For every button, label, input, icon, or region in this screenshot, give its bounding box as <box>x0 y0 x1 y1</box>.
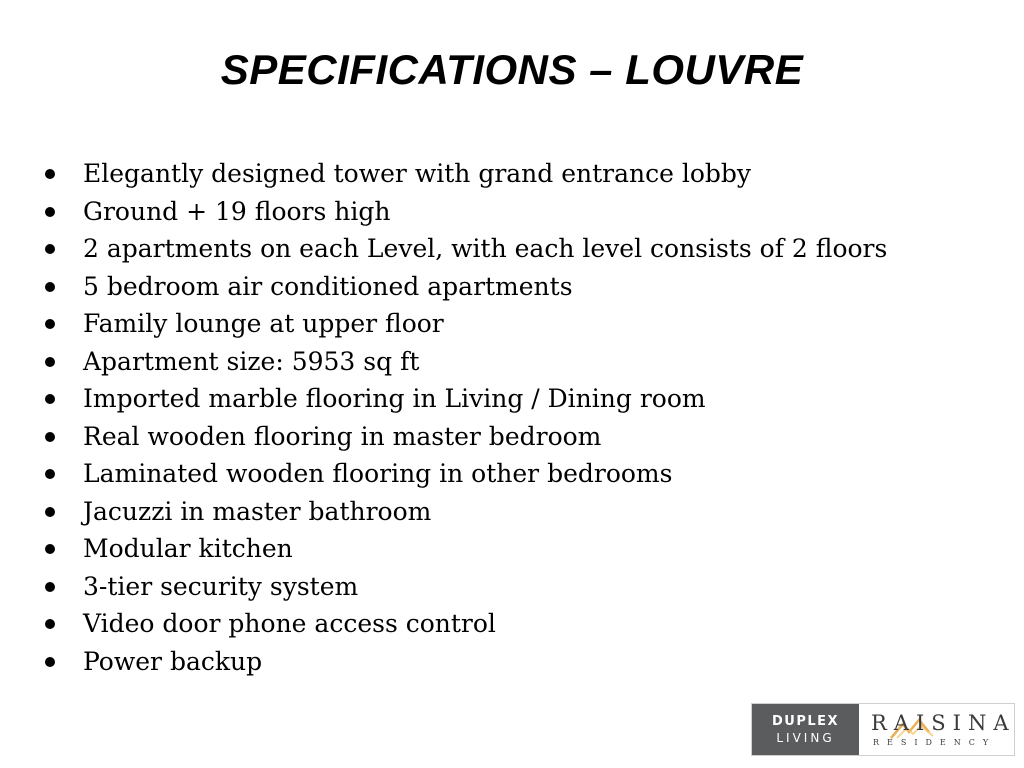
bullet-icon <box>45 207 55 217</box>
list-item-text: Imported marble flooring in Living / Dining room <box>83 384 706 413</box>
list-item-text: Apartment size: 5953 sq ft <box>83 346 420 376</box>
bullet-icon <box>45 432 55 442</box>
list-item-text: Modular kitchen <box>83 534 293 563</box>
list-item <box>40 268 1000 306</box>
list-item-text: Laminated wooden flooring in other bedrooms <box>83 459 673 488</box>
list-item-text: Family lounge at upper floor <box>83 309 444 338</box>
slide-title: SPECIFICATIONS – LOUVRE <box>220 46 804 93</box>
logo-residency-text: RESIDENCY <box>873 738 997 747</box>
list-item-text: Real wooden flooring in master bedroom <box>83 421 602 451</box>
bullet-icon <box>45 169 55 179</box>
list-item-text: 2 apartments on each Level, with each level consists of 2 floors <box>83 234 888 263</box>
bullet-icon <box>45 619 55 629</box>
list-item <box>40 493 1000 531</box>
list-item <box>40 530 1000 568</box>
list-item <box>40 305 1000 343</box>
duplex-living-badge <box>752 704 859 755</box>
bullet-icon <box>45 469 55 479</box>
logo-raisina-text: RAISINA <box>871 711 1016 735</box>
list-item-text: Video door phone access control <box>83 609 496 638</box>
bullet-icon <box>45 282 55 292</box>
bullet-icon <box>45 394 55 404</box>
brand-logo <box>751 703 1015 756</box>
bullet-icon <box>45 507 55 517</box>
list-item <box>40 343 1000 381</box>
raisina-wordmark <box>859 704 1014 755</box>
list-item <box>40 155 1000 193</box>
list-item-text: Power backup <box>83 646 263 676</box>
bullet-icon <box>45 582 55 592</box>
list-item <box>40 568 1000 606</box>
bullet-icon <box>45 244 55 254</box>
bullet-icon <box>45 657 55 667</box>
list-item-text: Ground + 19 floors high <box>83 196 391 226</box>
logo-duplex-text: DUPLEX <box>771 713 840 729</box>
list-item <box>40 643 1000 681</box>
bullet-icon <box>45 544 55 554</box>
list-item <box>40 230 1000 268</box>
list-item-text: Elegantly designed tower with grand entrance lobby <box>83 159 752 188</box>
list-item <box>40 605 1000 643</box>
list-item <box>40 418 1000 456</box>
bullet-icon <box>45 357 55 367</box>
list-item <box>40 380 1000 418</box>
list-item <box>40 455 1000 493</box>
bullet-icon <box>45 319 55 329</box>
logo-living-text: LIVING <box>776 730 835 745</box>
list-item-text: 5 bedroom air conditioned apartments <box>83 271 573 301</box>
list-item-text: 3-tier security system <box>83 571 359 601</box>
spec-list <box>40 155 1000 680</box>
list-item-text: Jacuzzi in master bathroom <box>83 496 432 526</box>
list-item <box>40 193 1000 231</box>
